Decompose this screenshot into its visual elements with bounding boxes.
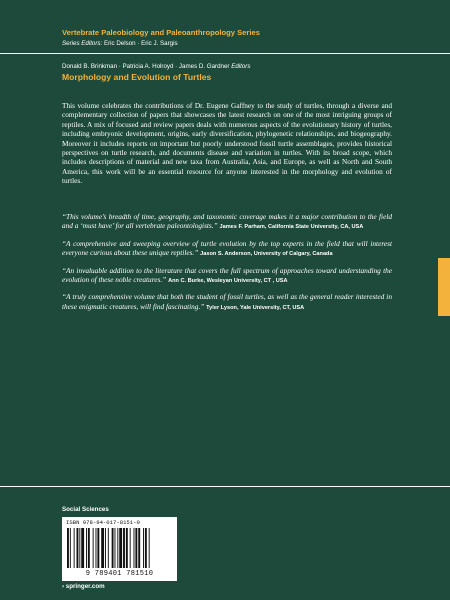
barcode-bar: [112, 528, 114, 568]
barcode-bar: [74, 528, 75, 568]
series-editors-names: Eric Delson · Eric J. Sargis: [103, 40, 178, 47]
publisher-url[interactable]: springer.com: [65, 583, 105, 590]
quote-attribution: Ann C. Burke, Wesleyan University, CT , USA: [168, 278, 288, 285]
barcode-bar: [143, 528, 144, 568]
book-editors-label: Editors: [231, 63, 251, 70]
barcode-bar: [97, 528, 99, 568]
endorsement-quote: [62, 292, 392, 313]
barcode-panel: [62, 517, 177, 581]
series-editors-label: Series Editors:: [62, 40, 103, 47]
barcode-bar: [70, 528, 71, 568]
quote-text: “This volume’s breadth of time, geography, and taxonomic coverage makes it a major contribution to the field and a ‘must have’ for all vertebrate paleontologists.”: [62, 212, 392, 231]
quote-attribution: James F. Parham, California State University, CA, USA: [219, 224, 364, 231]
barcode-bar: [126, 528, 128, 568]
quote-text: “A truly comprehensive volume that both the student of fossil turtles, as well as the general reader interested in these enigmatic creatures, will find fascinating.”: [62, 292, 392, 311]
book-header: [62, 62, 392, 83]
quote-attribution: Jason S. Anderson, University of Calgary, Canada: [200, 251, 333, 258]
barcode-bar: [79, 528, 80, 568]
endorsement-quote: [62, 266, 392, 287]
book-authors-names: Donald B. Brinkman · Patricia A. Holroyd · James D. Gardner: [62, 63, 230, 70]
divider-bottom: [0, 486, 450, 487]
barcode-number: 9 789401 781510: [85, 570, 154, 578]
quote-text: “An invaluable addition to the literature that covers the full spectrum of approaches toward understanding the evolution of these noble creatures.”: [62, 265, 392, 285]
barcode-bar: [88, 528, 90, 568]
barcode-bar: [117, 528, 118, 568]
series-editors: [62, 39, 382, 48]
publisher-url-line: [62, 583, 202, 590]
spine-accent-tab: [438, 258, 450, 316]
series-header: [62, 28, 382, 48]
barcode-bar: [135, 528, 137, 568]
isbn-text: ISBN 978-94-017-8151-0: [66, 519, 140, 526]
barcode-bar: [108, 528, 109, 568]
barcode-icon: [67, 528, 172, 568]
back-matter: [62, 505, 202, 590]
barcode-bar: [115, 528, 116, 568]
barcode-bar: [145, 528, 147, 568]
barcode-bar: [81, 528, 84, 568]
barcode-bar: [123, 528, 125, 568]
endorsement-quote: [62, 239, 392, 260]
endorsements: [62, 212, 392, 319]
endorsement-quote: [62, 212, 392, 233]
book-title: Morphology and Evolution of Turtles: [62, 72, 212, 82]
barcode-bar: [149, 528, 150, 568]
subject-category: Social Sciences: [62, 506, 109, 513]
barcode-bar: [138, 528, 140, 568]
barcode-bar: [86, 528, 87, 568]
quote-text: “A comprehensive and sweeping overview of turtle evolution by the top experts in the field that will interest everyone curious about these unique reptiles.”: [62, 238, 392, 258]
barcode-bar: [96, 528, 97, 568]
url-arrow-icon: ›: [62, 583, 65, 590]
barcode-bar: [67, 528, 69, 568]
book-authors: [62, 62, 392, 71]
quote-attribution: Tyler Lyson, Yale University, CT, USA: [206, 304, 305, 311]
series-title: Vertebrate Paleobiology and Paleoanthropology Series: [62, 28, 260, 37]
barcode-bar: [130, 528, 131, 568]
barcode-bar: [134, 528, 135, 568]
barcode-bar: [119, 528, 122, 568]
barcode-bar: [101, 528, 104, 568]
divider-top: [0, 53, 450, 54]
barcode-bar: [93, 528, 94, 568]
book-description: This volume celebrates the contributions of Dr. Eugene Gaffney to the study of turtles, through a diverse and complementary collection of papers that showcases the latest research on one of the most intriguing groups of reptiles. A mix of focused and review papers deals with numerous aspects of the evolutionary history of turtles, including embryonic development, origins, early diversification, phylogenetic relationships, and biogeography. Moreover it includes reports on important but poorly understood fossil turtle assemblages, provides historical perspectives on turtle research, and documents disease and variation in turtles. With its broad scope, which includes descriptions of material and new taxa from Australia, Asia, and Europe, as well as North and South America, this work will be an essential resource for anyone interested in the morphology and evolution of turtles.: [62, 101, 392, 186]
barcode-bar: [77, 528, 79, 568]
barcode-bar: [105, 528, 106, 568]
